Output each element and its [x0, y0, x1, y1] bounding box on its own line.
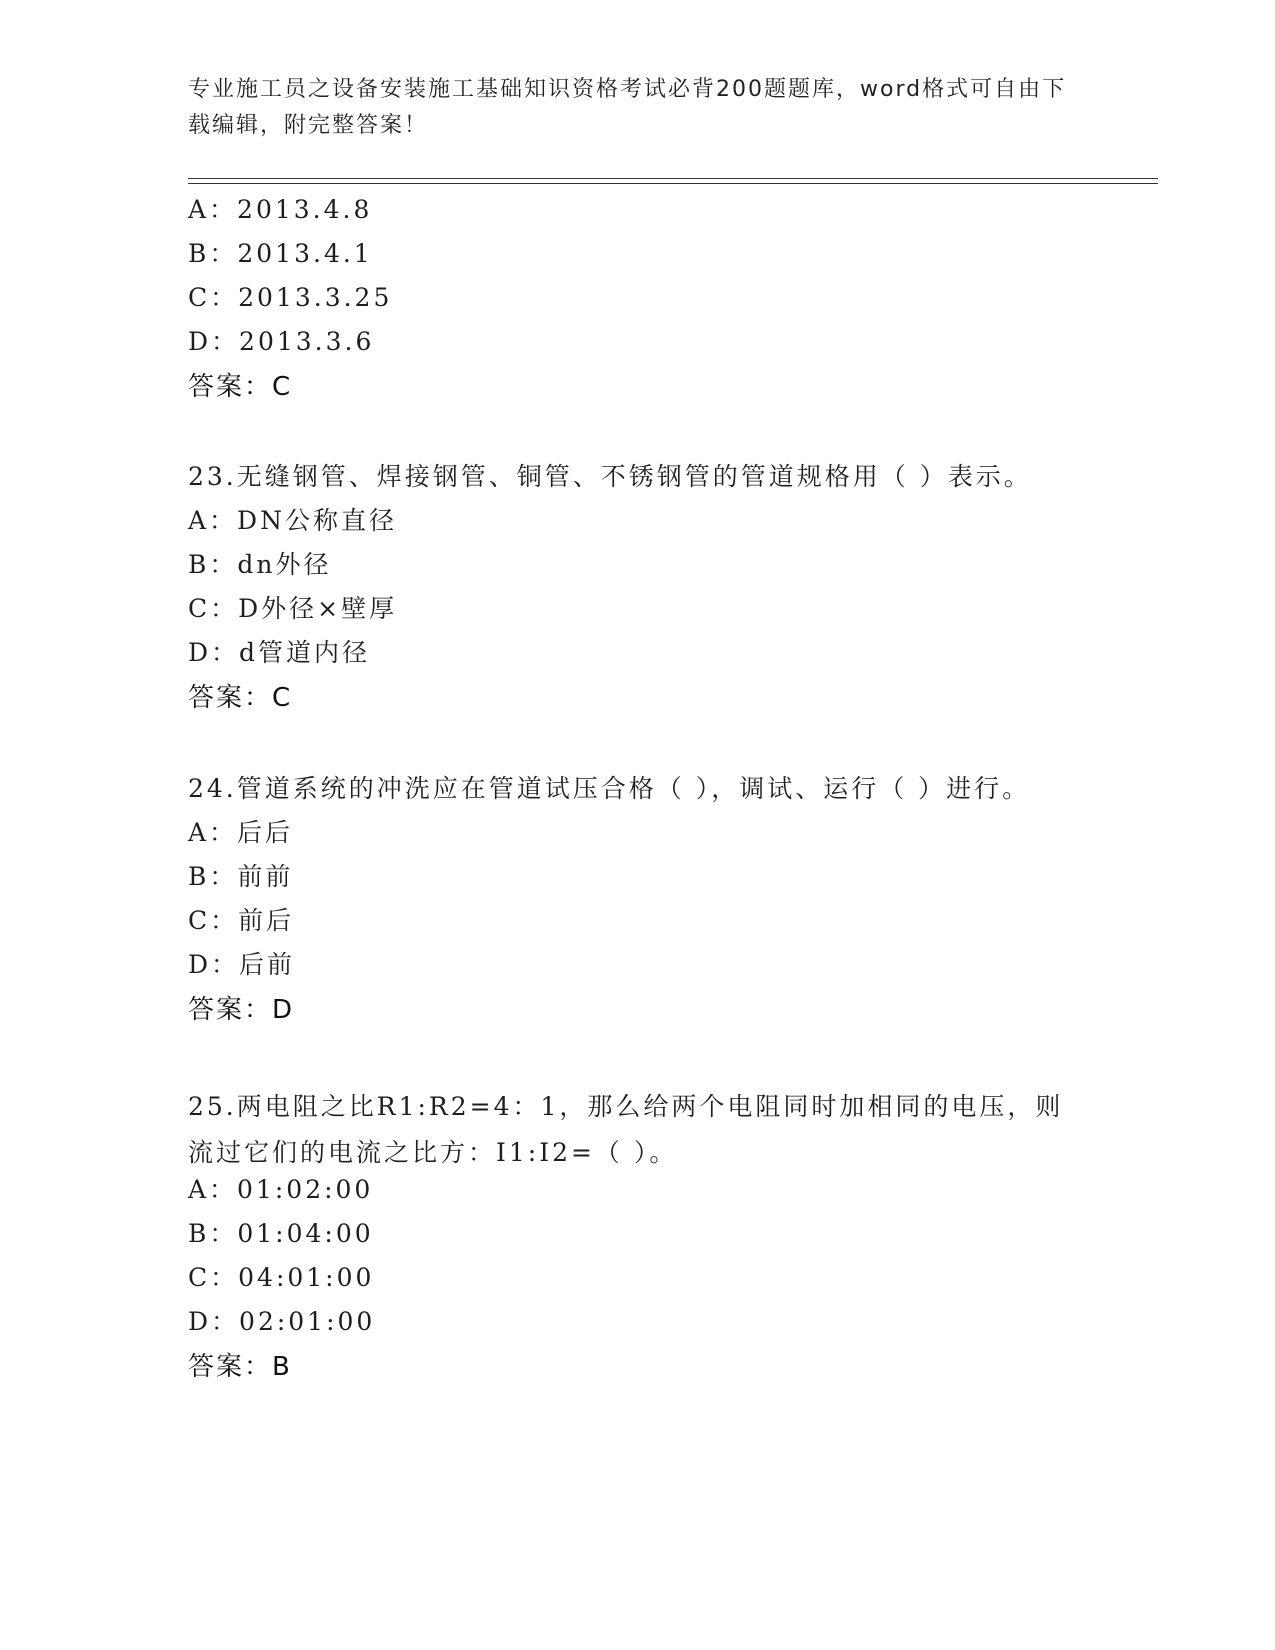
- q22-option-c: C：2013.3.25: [188, 283, 393, 312]
- q23-option-b: B：dn外径: [188, 550, 332, 579]
- q23-option-d: D：d管道内径: [188, 638, 371, 667]
- q22-option-b: B：2013.4.1: [188, 239, 373, 268]
- q25-option-a: A：01:02:00: [188, 1175, 374, 1204]
- q25-option-b: B：01:04:00: [188, 1219, 374, 1248]
- q25-question: 25.两电阻之比R1:R2=4：1，那么给两个电阻同时加相同的电压，则流过它们的电流之比方：I1:I2=（ ）。: [188, 1092, 1064, 1167]
- q22-answer: 答案：C: [188, 372, 293, 402]
- q22-option-a: A：2013.4.8: [188, 195, 373, 224]
- header-divider-top: [188, 178, 1158, 179]
- document-header: 专业施工员之设备安装施工基础知识资格考试必背200题题库，word格式可自由下载编辑，附完整答案！: [188, 77, 1067, 138]
- q24-option-c: C：前后: [188, 906, 295, 935]
- q24-answer: 答案：D: [188, 995, 295, 1025]
- q24-question: 24.管道系统的冲洗应在管道试压合格（ ），调试、运行（ ）进行。: [188, 774, 1031, 803]
- q24-option-a: A：后后: [188, 818, 294, 847]
- q23-option-c: C：D外径×壁厚: [188, 594, 398, 623]
- header-divider-bottom: [188, 183, 1158, 184]
- q24-option-b: B：前前: [188, 862, 294, 891]
- q22-option-d: D：2013.3.6: [188, 327, 375, 356]
- q23-question: 23.无缝钢管、焊接钢管、铜管、不锈钢管的管道规格用（ ）表示。: [188, 462, 1032, 491]
- q24-option-d: D：后前: [188, 950, 296, 979]
- q25-option-c: C：04:01:00: [188, 1263, 375, 1292]
- q25-answer: 答案：B: [188, 1352, 292, 1382]
- q23-answer: 答案：C: [188, 683, 293, 713]
- q23-option-a: A：DN公称直径: [188, 506, 397, 535]
- q25-option-d: D：02:01:00: [188, 1307, 376, 1336]
